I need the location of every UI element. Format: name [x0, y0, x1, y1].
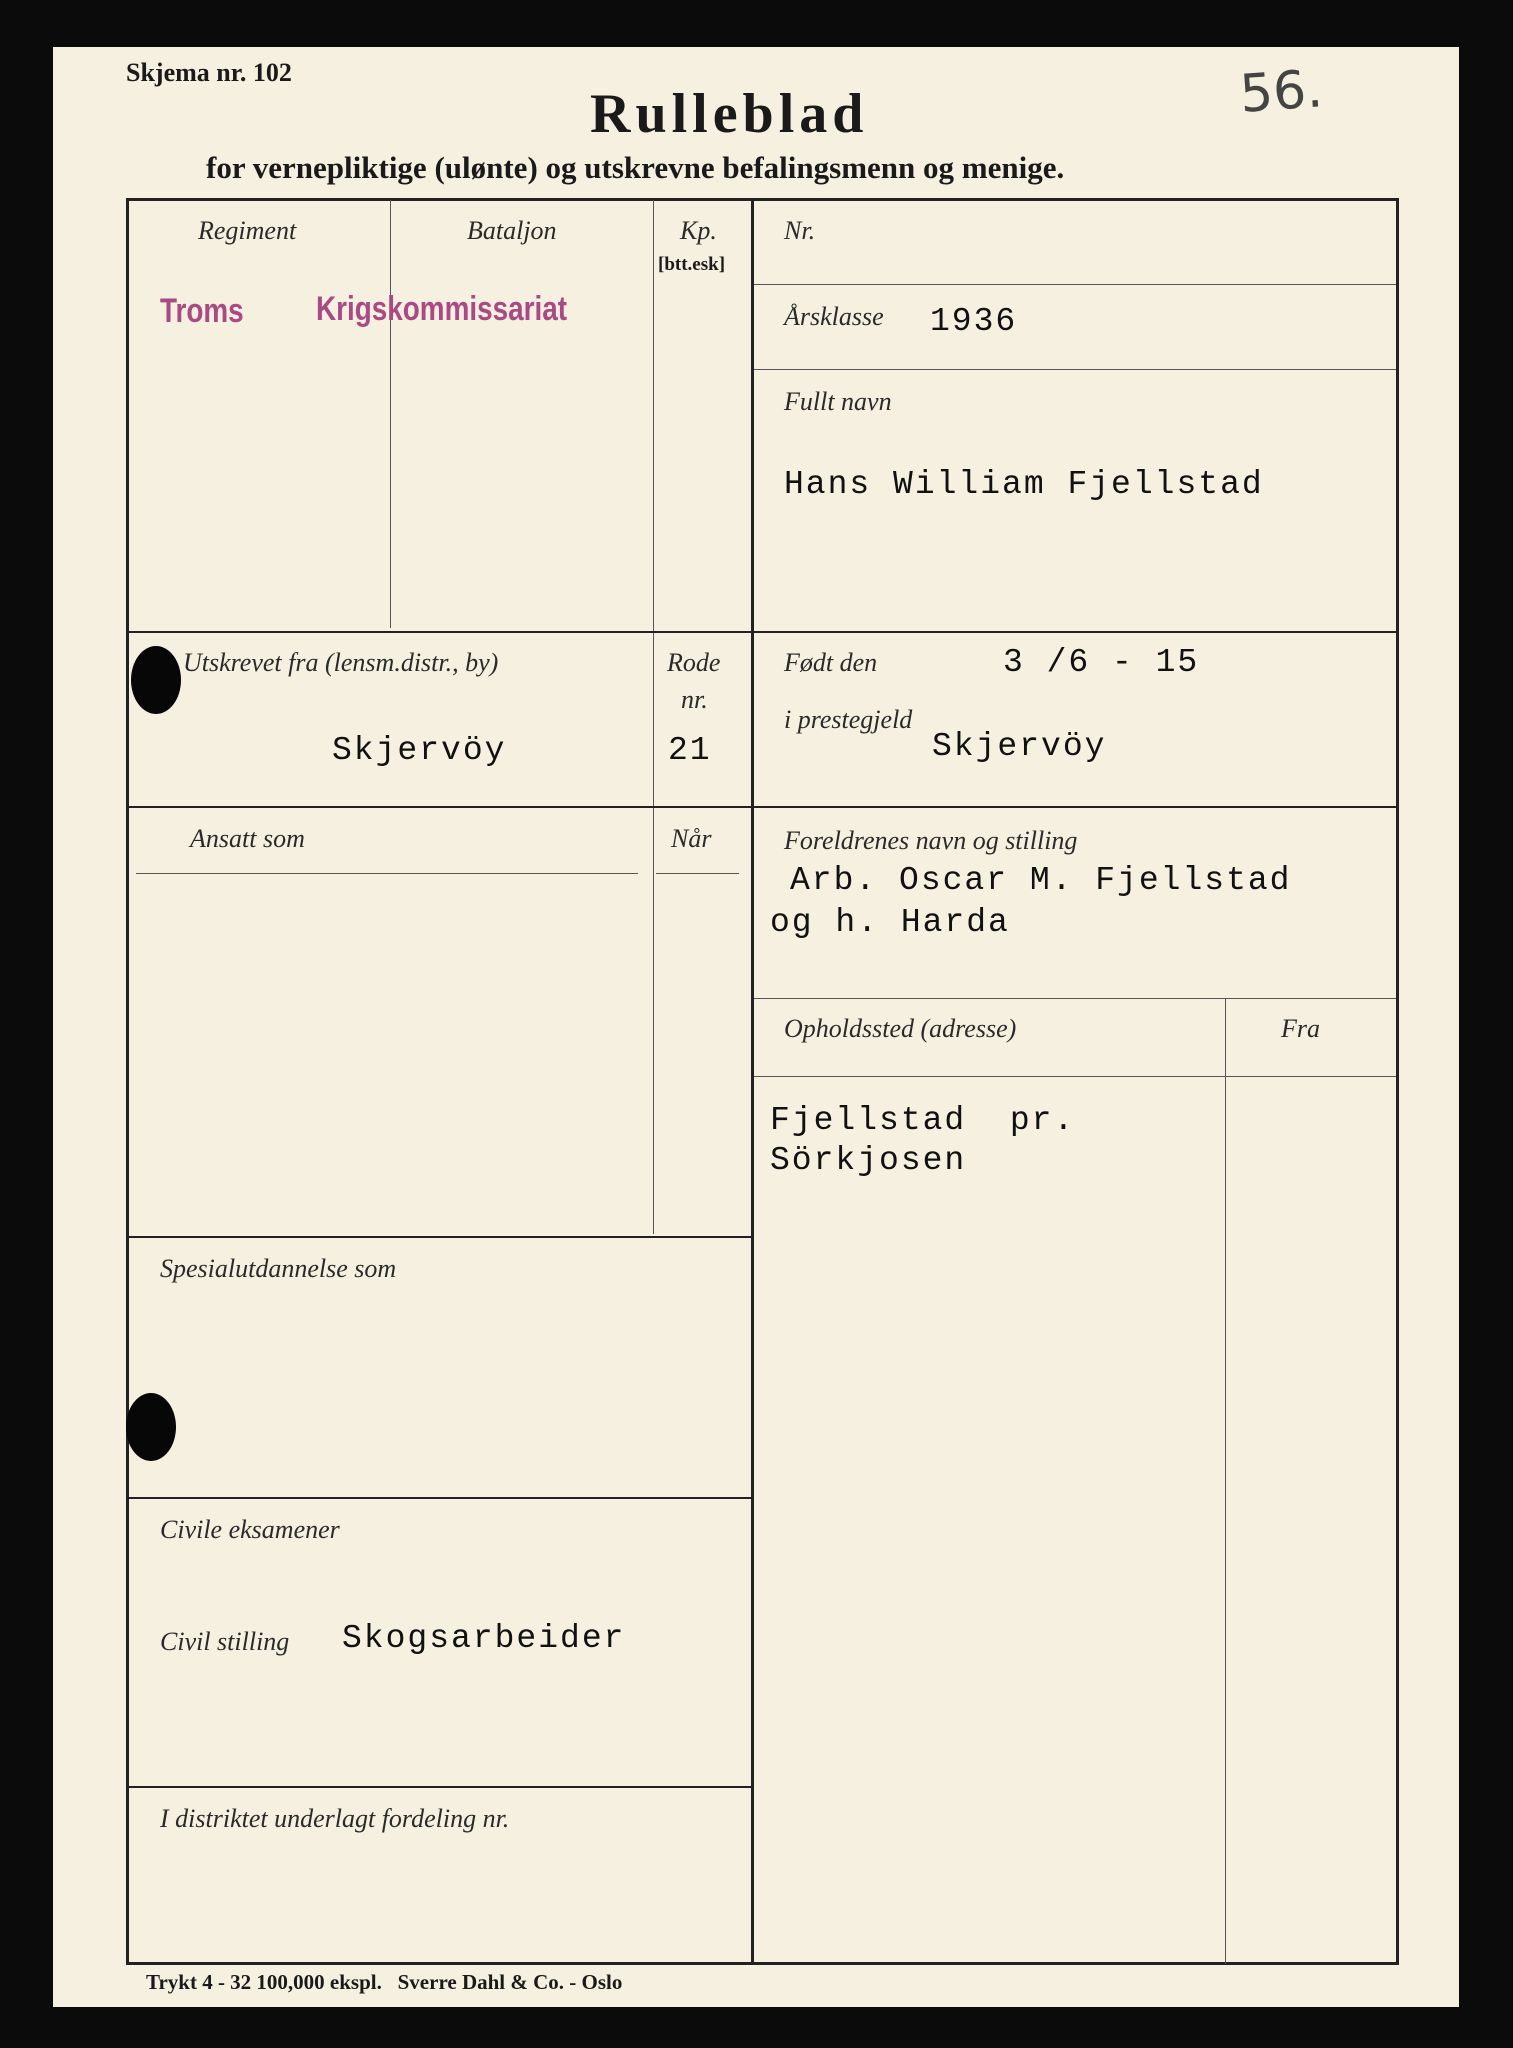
row-line-naar-sub — [656, 873, 739, 874]
form-paper — [53, 47, 1459, 2007]
label-arsklasse: Årsklasse — [784, 302, 884, 331]
label-opholdssted: Opholdssted (adresse) — [784, 1014, 1017, 1043]
value-opholdssted-line1: Fjellstad pr. — [770, 1102, 1076, 1139]
frame-bottom — [126, 1962, 1399, 1965]
row-line-civile — [126, 1497, 751, 1499]
row-line-ansatt — [126, 806, 1399, 808]
frame-left — [126, 198, 129, 1965]
label-foreldrenes: Foreldrenes navn og stilling — [784, 826, 1078, 855]
form-number: Skjema nr. 102 — [126, 58, 292, 87]
row-line-distrikt — [126, 1786, 751, 1788]
label-fullt-navn: Fullt navn — [784, 387, 892, 416]
value-fullt-navn: Hans William Fjellstad — [784, 466, 1264, 503]
label-civile-eksamener: Civile eksamener — [160, 1515, 340, 1544]
divider-kp — [653, 200, 654, 1234]
value-utskrevet-fra: Skjervöy — [332, 732, 507, 769]
value-civil-stilling: Skogsarbeider — [342, 1620, 626, 1657]
punch-hole-upper — [131, 646, 181, 714]
value-foreldre-line1: Arb. Oscar M. Fjellstad — [790, 862, 1292, 899]
label-btt-esk: [btt.esk] — [658, 254, 726, 275]
value-opholdssted-line2: Sörkjosen — [770, 1142, 967, 1179]
value-prestegjeld: Skjervöy — [932, 728, 1107, 765]
value-fodt-den: 3 /6 - 15 — [1003, 644, 1200, 681]
row-line-spesial — [126, 1236, 751, 1238]
row-line-opholdssted — [754, 998, 1396, 999]
label-bataljon: Bataljon — [467, 216, 557, 245]
label-kp: Kp. — [680, 216, 717, 245]
form-title: Rulleblad — [590, 83, 869, 145]
value-rode-nr: 21 — [668, 732, 712, 769]
label-fodt-den: Født den — [784, 648, 878, 677]
label-naar: Når — [671, 824, 712, 853]
row-line-arsklasse — [754, 369, 1396, 370]
label-spesialutdannelse: Spesialutdannelse som — [160, 1254, 397, 1283]
value-foreldre-line2: og h. Harda — [770, 904, 1010, 941]
label-rode-nr: nr. — [681, 685, 708, 714]
punch-hole-lower — [126, 1393, 176, 1461]
label-ansatt-som: Ansatt som — [190, 824, 305, 853]
divider-fra — [1225, 998, 1226, 1964]
divider-center — [751, 198, 754, 1964]
handwritten-number: 56. — [1238, 59, 1325, 125]
label-regiment: Regiment — [198, 216, 297, 245]
label-prestegjeld: i prestegjeld — [784, 705, 913, 734]
label-rode: Rode — [667, 648, 721, 677]
label-fra: Fra — [1281, 1014, 1320, 1043]
frame-right — [1396, 198, 1399, 1965]
label-distriktet: I distriktet underlagt fordeling nr. — [160, 1804, 510, 1833]
row-line-nr — [754, 284, 1396, 285]
label-civil-stilling: Civil stilling — [160, 1627, 290, 1656]
divider-regiment-bataljon — [390, 200, 391, 628]
stamp-regiment: Troms — [160, 292, 244, 330]
label-utskrevet-fra: Utskrevet fra (lensm.distr., by) — [183, 648, 499, 677]
value-arsklasse: 1936 — [930, 303, 1018, 340]
form-subtitle: for vernepliktige (ulønte) og utskrevne befalingsmenn og menige. — [206, 150, 1065, 185]
label-nr: Nr. — [784, 216, 816, 245]
frame-top — [126, 198, 1399, 201]
stamp-bataljon: Krigskommissariat — [316, 290, 568, 328]
row-line-opholdssted-sub — [754, 1076, 1396, 1077]
row-line-ansatt-sub — [136, 873, 638, 874]
footer-printer: Trykt 4 - 32 100,000 ekspl. Sverre Dahl & Co. - Oslo — [146, 1970, 623, 1994]
row-line-utskrevet — [126, 631, 1399, 633]
